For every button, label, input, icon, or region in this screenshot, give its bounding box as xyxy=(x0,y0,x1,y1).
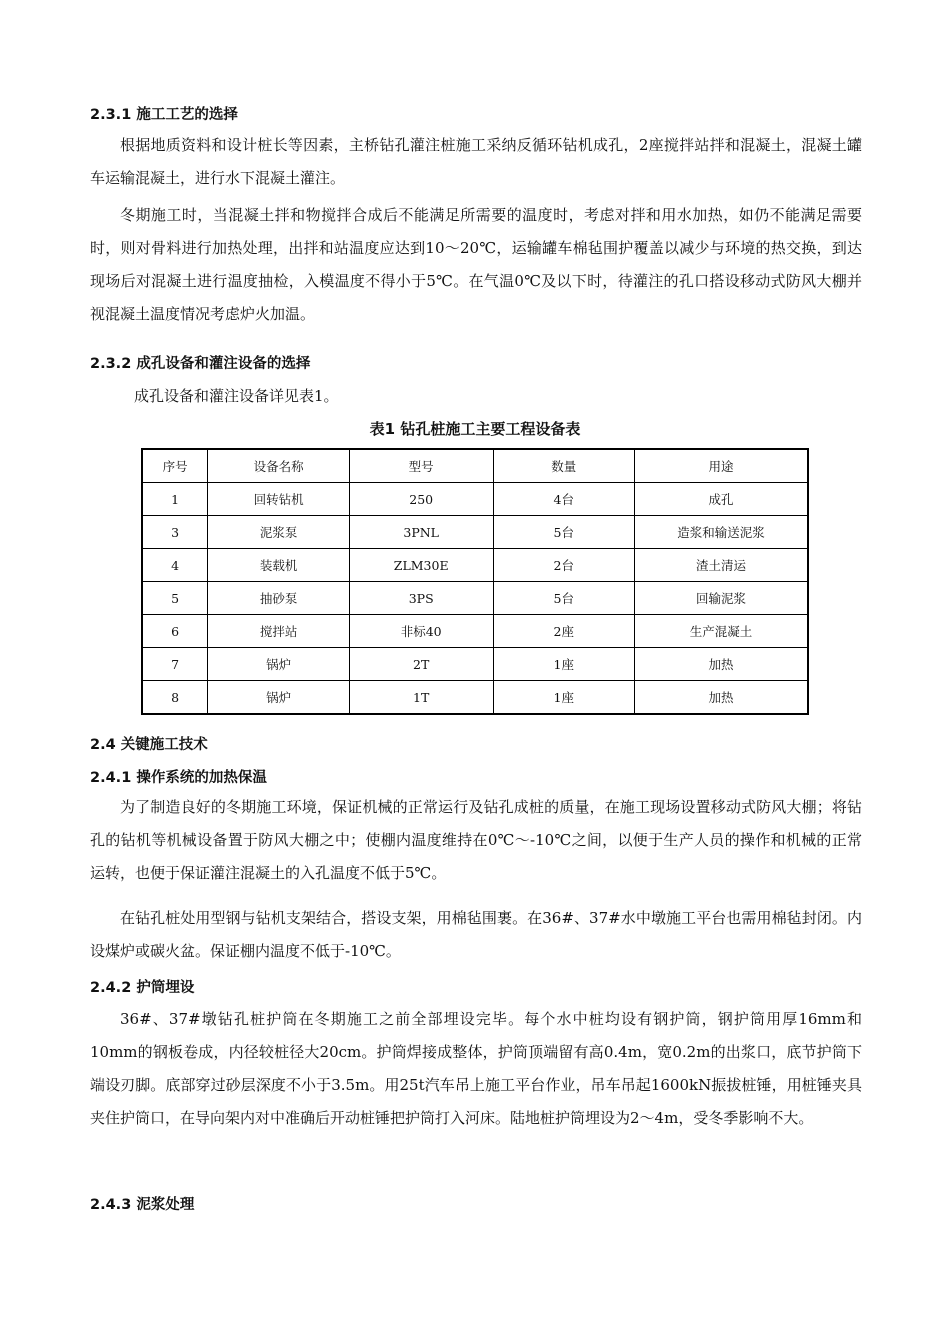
header-cell-index: 序号 xyxy=(142,449,208,483)
header-cell-quantity: 数量 xyxy=(493,449,635,483)
table-cell: 2T xyxy=(349,648,493,681)
table-caption: 表1 钻孔桩施工主要工程设备表 xyxy=(369,420,581,438)
table-cell: 加热 xyxy=(635,681,808,715)
table-cell: 6 xyxy=(142,615,208,648)
table-cell: 锅炉 xyxy=(208,648,350,681)
table-cell: 3 xyxy=(142,516,208,549)
section-heading-2-4: 2.4 关键施工技术 xyxy=(90,737,208,753)
table-cell: 装载机 xyxy=(208,549,350,582)
table-cell: 2座 xyxy=(493,615,635,648)
table-row xyxy=(142,483,808,516)
table-cell: 5台 xyxy=(493,516,635,549)
table-cell: 7 xyxy=(142,648,208,681)
header-cell-model: 型号 xyxy=(349,449,493,483)
table-cell: 1T xyxy=(349,681,493,715)
table-cell: 渣土清运 xyxy=(635,549,808,582)
table-cell: 加热 xyxy=(635,648,808,681)
table-cell: 生产混凝土 xyxy=(635,615,808,648)
section-heading-2-4-3: 2.4.3 泥浆处理 xyxy=(90,1197,195,1213)
table-cell: 抽砂泵 xyxy=(208,582,350,615)
table-cell: 4 xyxy=(142,549,208,582)
paragraph-heating-insulation: 为了制造良好的冬期施工环境，保证机械的正常运行及钻孔成桩的质量，在施工现场设置移动式防风大棚；将钻孔的钻机等机械设备置于防风大棚之中；使棚内温度维持在0℃～-10℃之间，以便于生产人员的操作和机械的正常运转，也便于保证灌注混凝土的入孔温度不低于5℃。 xyxy=(90,798,862,882)
table-cell: 非标40 xyxy=(349,615,493,648)
section-heading-2-4-2: 2.4.2 护筒埋设 xyxy=(90,980,195,996)
table-cell: 成孔 xyxy=(635,483,808,516)
table-cell: 3PNL xyxy=(349,516,493,549)
table-cell: 8 xyxy=(142,681,208,715)
table-cell: 3PS xyxy=(349,582,493,615)
table-row xyxy=(142,615,808,648)
table-cell: 造浆和输送泥浆 xyxy=(635,516,808,549)
section-heading-2-3-2: 2.3.2 成孔设备和灌注设备的选择 xyxy=(90,356,311,372)
table-header-row xyxy=(142,449,808,483)
section-heading-2-4-1: 2.4.1 操作系统的加热保温 xyxy=(90,770,267,786)
header-cell-name: 设备名称 xyxy=(208,449,350,483)
section-heading-2-3-1: 2.3.1 施工工艺的选择 xyxy=(90,107,238,123)
table-row xyxy=(142,549,808,582)
paragraph-casing-embedding: 36#、37#墩钻孔桩护筒在冬期施工之前全部埋设完毕。每个水中桩均设有钢护筒，钢护筒用厚16mm和10mm的钢板卷成，内径较桩径大20cm。护筒焊接成整体，护筒顶端留有高0.4m，宽0.2m的出浆口，底节护筒下端设刃脚。底部穿过砂层深度不小于3.5m。用25t汽车吊上施工平台作业，吊车吊起1600kN振拔桩锤，用桩锤夹具夹住护筒口，在导向架内对中准确后开动桩锤把护筒打入河床。陆地桩护筒埋设为2～4m，受冬季影响不大。 xyxy=(90,1010,862,1127)
table-cell: ZLM30E xyxy=(349,549,493,582)
table-row xyxy=(142,648,808,681)
table-cell: 5台 xyxy=(493,582,635,615)
table-cell: 回转钻机 xyxy=(208,483,350,516)
table-cell: 回输泥浆 xyxy=(635,582,808,615)
table-cell: 泥浆泵 xyxy=(208,516,350,549)
table-cell: 1座 xyxy=(493,681,635,715)
paragraph-winter-construction: 冬期施工时，当混凝土拌和物搅拌合成后不能满足所需要的温度时，考虑对拌和用水加热，如仍不能满足需要时，则对骨料进行加热处理，出拌和站温度应达到10～20℃，运输罐车棉毡围护覆盖以减少与环境的热交换，到达现场后对混凝土进行温度抽检，入模温度不得小于5℃。在气温0℃及以下时，待灌注的孔口搭设移动式防风大棚并视混凝土温度情况考虑炉火加温。 xyxy=(90,206,862,323)
table-row xyxy=(142,516,808,549)
table-row xyxy=(142,582,808,615)
table-cell: 250 xyxy=(349,483,493,516)
table-cell: 5 xyxy=(142,582,208,615)
table-cell: 4台 xyxy=(493,483,635,516)
table-cell: 2台 xyxy=(493,549,635,582)
equipment-table xyxy=(141,448,809,715)
table-cell: 1座 xyxy=(493,648,635,681)
header-cell-purpose: 用途 xyxy=(635,449,808,483)
paragraph-process-selection: 根据地质资料和设计桩长等因素，主桥钻孔灌注桩施工采纳反循环钻机成孔，2座搅拌站拌和混凝土，混凝土罐车运输混凝土，进行水下混凝土灌注。 xyxy=(90,136,862,187)
table-cell: 1 xyxy=(142,483,208,516)
paragraph-steel-frame-enclosure: 在钻孔桩处用型钢与钻机支架结合，搭设支架，用棉毡围裹。在36#、37#水中墩施工平台也需用棉毡封闭。内设煤炉或碳火盆。保证棚内温度不低于-10℃。 xyxy=(90,909,862,960)
table-cell: 锅炉 xyxy=(208,681,350,715)
table-row xyxy=(142,681,808,715)
paragraph-equipment-reference: 成孔设备和灌注设备详见表1。 xyxy=(134,387,339,405)
table-cell: 搅拌站 xyxy=(208,615,350,648)
